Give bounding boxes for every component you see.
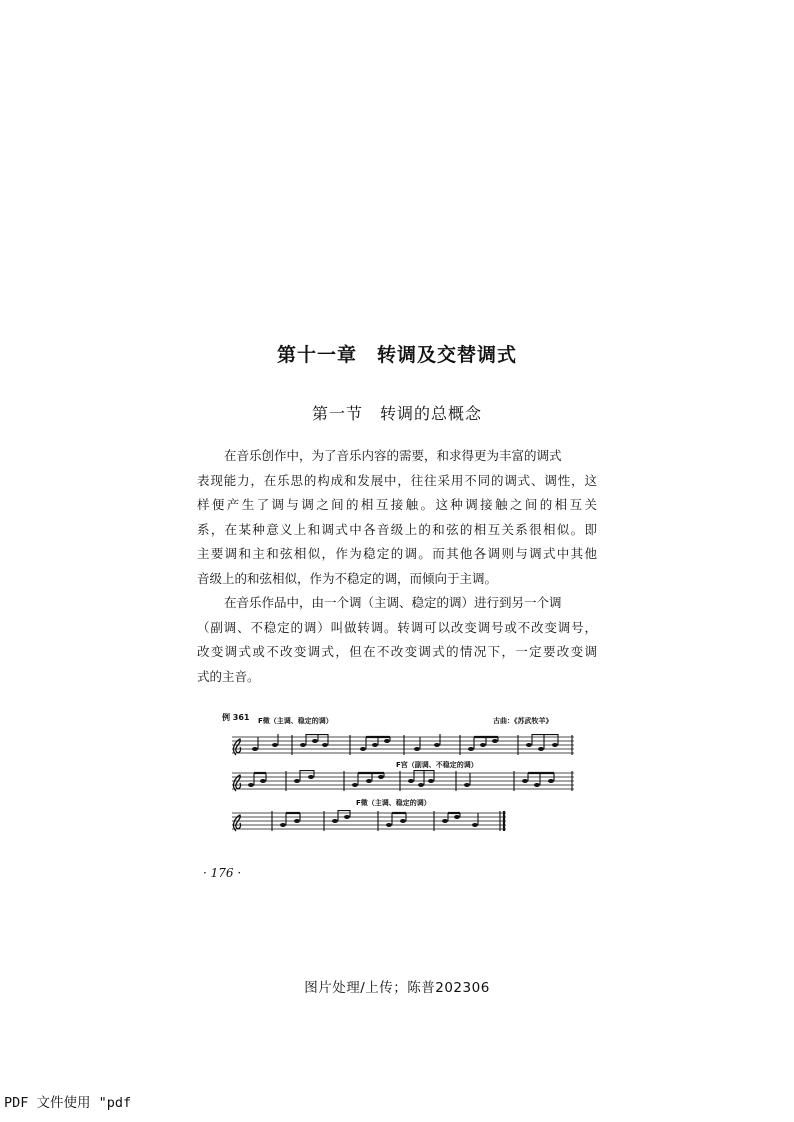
pdf-footer-note: PDF 文件使用 "pdf (4, 1095, 132, 1111)
music-staff-1 (228, 734, 574, 756)
paragraph-2-line-2: （副调、不稳定的调）叫做转调。转调可以改变调号或不改变调号， (197, 619, 597, 635)
example-key-label-f-zhi-return: F徵（主调、稳定的调） (356, 799, 431, 807)
paragraph-1-line-5: 主要调和主和弦相似，作为稳定的调。而其他各调则与调式中其他 (197, 546, 597, 561)
paragraph-1-line-1: 在音乐创作中，为了音乐内容的需要，和求得更为丰富的调式 (224, 448, 562, 463)
example-key-label-f-gong: F宫（副调、不稳定的调） (396, 761, 478, 769)
body-text (197, 444, 597, 689)
example-source: 古曲：《苏武牧羊》 (493, 717, 553, 725)
paragraph-1-line-3: 样便产生了调与调之间的相互接触。这种调接触之间的相互关 (197, 497, 597, 512)
paragraph-1-line-2: 表现能力，在乐思的构成和发展中，往往采用不同的调式、调性，这 (197, 472, 597, 488)
paragraph-2-line-3: 改变调式或不改变调式，但在不改变调式的情况下，一定要改变调 (197, 644, 597, 659)
paragraph-1-line-6: 音级上的和弦相似，作为不稳定的调，而倾向于主调。 (197, 570, 498, 586)
paragraph-2-line-1: 在音乐作品中，由一个调（主调、稳定的调）进行到另一个调 (224, 595, 562, 610)
section-title: 第一节 转调的总概念 (311, 404, 482, 423)
page-number: · 176 · (203, 866, 242, 880)
example-key-label-f-zhi: F徵（主调、稳定的调） (258, 717, 333, 725)
chapter-title: 第十一章 转调及交替调式 (276, 344, 517, 366)
paragraph-2-line-4: 式的主音。 (197, 668, 260, 684)
music-staff-2 (228, 770, 574, 792)
music-staff-3 (228, 810, 506, 832)
example-number: 例 361 (222, 713, 250, 722)
music-example (222, 712, 578, 842)
upload-credit: 图片处理/上传；陈普202306 (304, 980, 490, 996)
paragraph-1-line-4: 系，在某种意义上和调式中各音级上的和弦的相互关系很相似。即 (197, 521, 597, 537)
